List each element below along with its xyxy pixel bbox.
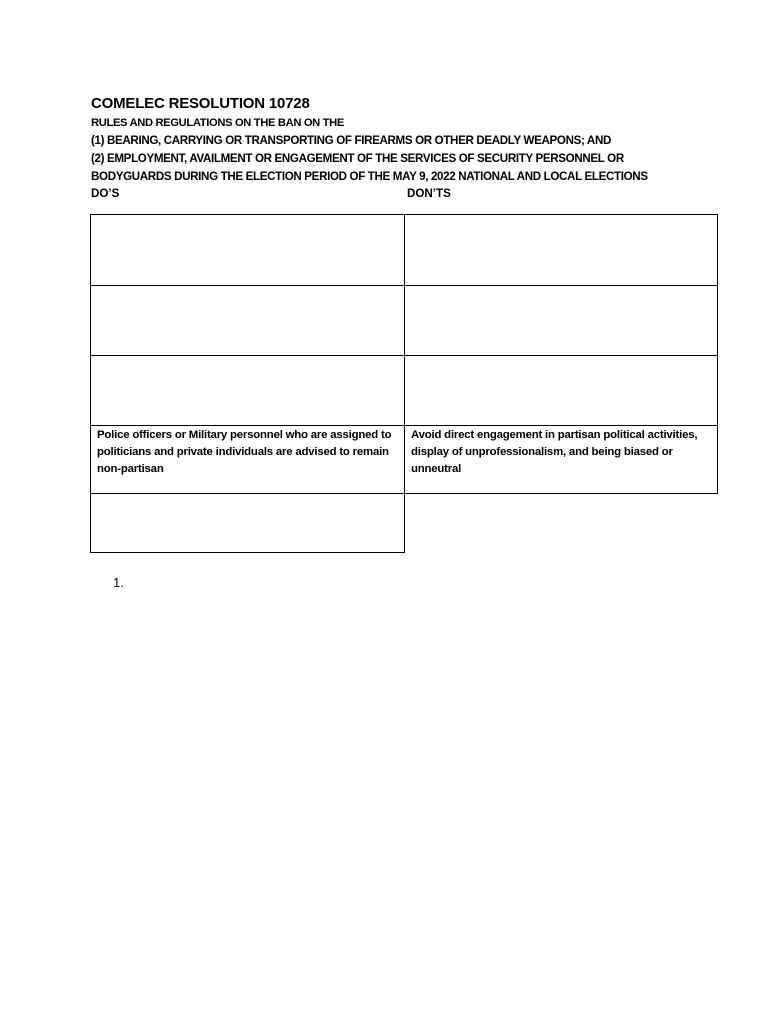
dos-column-header: DO’S [91, 187, 120, 200]
table-cell-donts-1 [404, 214, 718, 286]
table-cell-dos-2 [90, 285, 405, 356]
donts-column-header: DON’TS [407, 187, 451, 200]
table-cell-donts-3 [404, 355, 718, 426]
table-cell-dos-5 [90, 493, 405, 553]
heading-line-3: (2) EMPLOYMENT, AVAILMENT OR ENGAGEMENT OF THE SERVICES OF SECURITY PERSONNEL OR [91, 152, 624, 165]
table-cell-donts-4: Avoid direct engagement in partisan political activities, display of unprofessionalism, and being biased or unneutral [404, 425, 718, 494]
heading-line-1: RULES AND REGULATIONS ON THE BAN ON THE [91, 117, 344, 129]
list-item-number: 1. [113, 575, 124, 590]
table-cell-donts-2 [404, 285, 718, 356]
heading-line-2: (1) BEARING, CARRYING OR TRANSPORTING OF FIREARMS OR OTHER DEADLY WEAPONS; AND [91, 134, 611, 147]
table-cell-dos-3 [90, 355, 405, 426]
table-cell-dos-1 [90, 214, 405, 286]
heading-line-4: BODYGUARDS DURING THE ELECTION PERIOD OF THE MAY 9, 2022 NATIONAL AND LOCAL ELECTIONS [91, 170, 648, 183]
document-title: COMELEC RESOLUTION 10728 [91, 95, 310, 112]
table-cell-dos-4: Police officers or Military personnel who are assigned to politicians and private individuals are advised to remain non-partisan [90, 425, 405, 494]
